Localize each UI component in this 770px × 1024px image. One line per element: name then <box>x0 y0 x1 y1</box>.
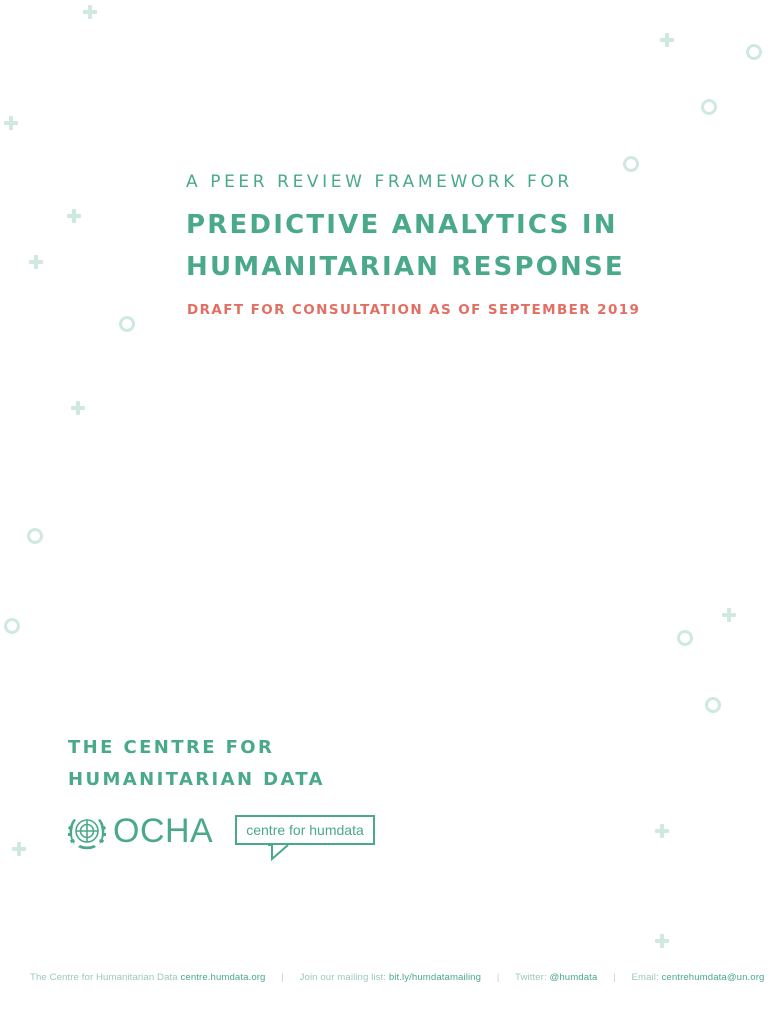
footer-separator: | <box>281 972 284 983</box>
humdata-logo-label: centre for humdata <box>246 822 364 838</box>
ring-icon <box>623 156 639 172</box>
title-line-1: PREDICTIVE ANALYTICS IN <box>186 210 618 240</box>
ring-icon <box>701 99 717 115</box>
footer-mailing-text: Join our mailing list: <box>299 972 387 983</box>
plus-icon <box>655 824 669 838</box>
footer-centre-link[interactable]: centre.humdata.org <box>180 972 266 983</box>
organization-name-line-1: THE CENTRE FOR <box>68 737 275 758</box>
humdata-logo <box>235 815 375 845</box>
draft-subtitle: DRAFT FOR CONSULTATION AS OF SEPTEMBER 2019 <box>187 302 641 318</box>
title-line-2: HUMANITARIAN RESPONSE <box>186 252 625 282</box>
organization-name <box>68 732 325 796</box>
ring-icon <box>4 618 20 634</box>
organization-name-line-2: HUMANITARIAN DATA <box>68 769 326 790</box>
ring-icon <box>27 528 43 544</box>
plus-icon <box>4 116 18 130</box>
footer-centre-text: The Centre for Humanitarian Data <box>30 972 178 983</box>
plus-icon <box>29 255 43 269</box>
un-emblem-icon <box>66 812 108 852</box>
footer-separator: | <box>496 972 500 983</box>
footer-email-text: Email: <box>631 972 659 983</box>
plus-icon <box>660 33 674 47</box>
ring-icon <box>119 316 135 332</box>
plus-icon <box>67 209 81 223</box>
document-title <box>186 204 625 288</box>
speech-bubble-tail-icon <box>268 843 292 861</box>
plus-icon <box>83 5 97 19</box>
plus-icon <box>655 934 669 948</box>
footer-separator: | <box>613 972 616 983</box>
footer-email-link[interactable]: centrehumdata@un.org <box>661 972 765 983</box>
ring-icon <box>705 697 721 713</box>
ocha-wordmark: OCHA <box>113 812 214 850</box>
footer <box>30 972 765 983</box>
plus-icon <box>722 608 736 622</box>
footer-twitter-link[interactable]: @humdata <box>549 972 598 983</box>
plus-icon <box>12 842 26 856</box>
plus-icon <box>71 401 85 415</box>
footer-twitter-text: Twitter: <box>515 972 547 983</box>
ring-icon <box>677 630 693 646</box>
ring-icon <box>746 44 762 60</box>
document-kicker: A PEER REVIEW FRAMEWORK FOR <box>186 172 573 192</box>
footer-mailing-link[interactable]: bit.ly/humdatamailing <box>388 972 482 983</box>
